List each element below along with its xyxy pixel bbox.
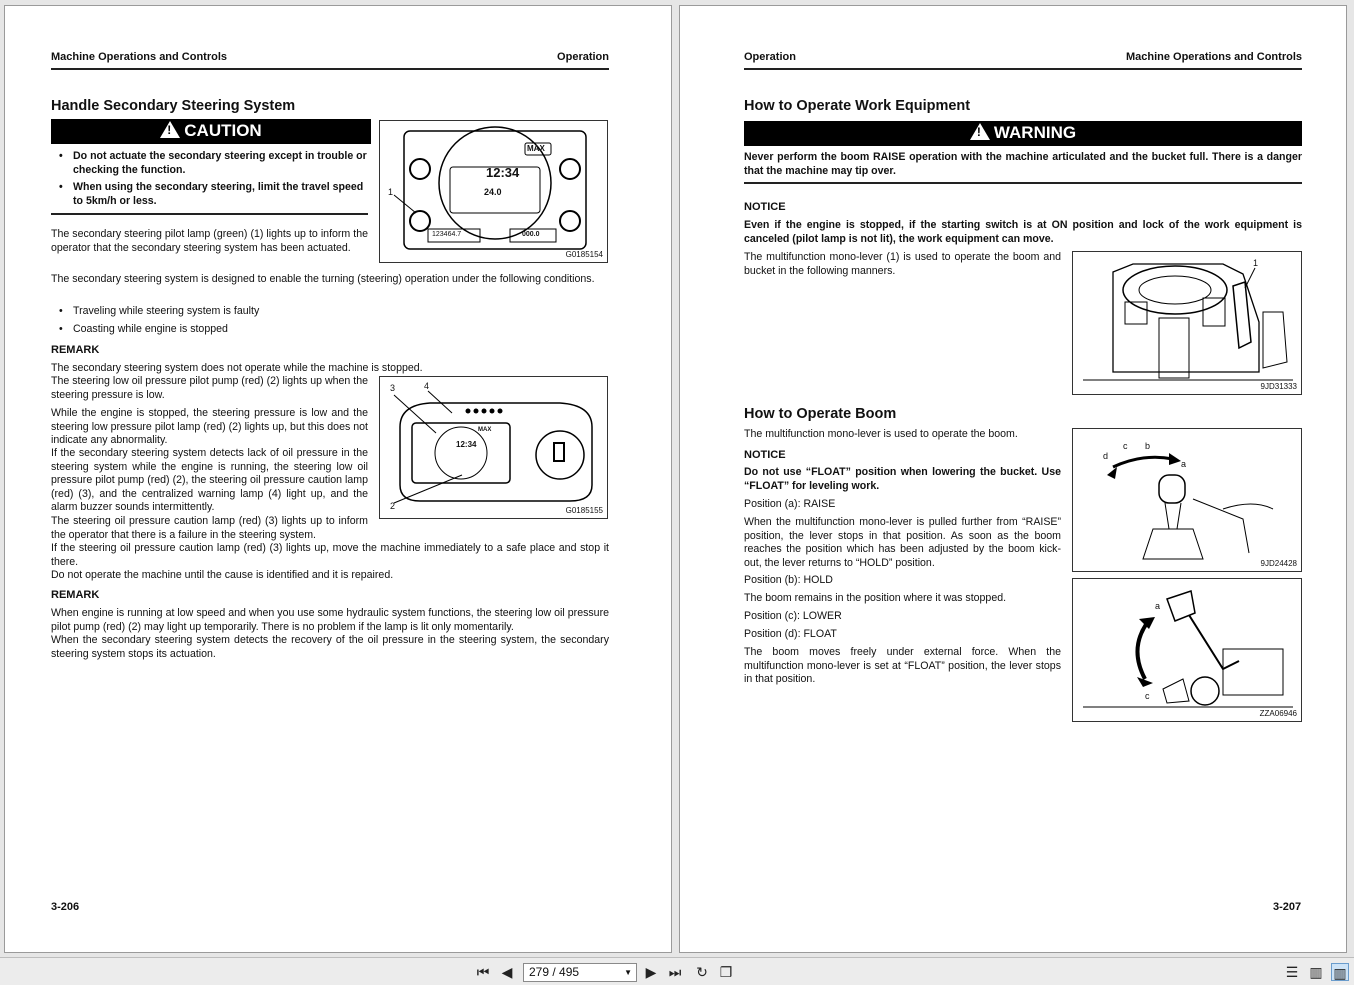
page-number: 3-207 (1273, 901, 1302, 913)
position-heading: Position (a): RAISE (744, 498, 836, 510)
warning-triangle-icon (970, 123, 990, 140)
notice-text: Do not use “FLOAT” position when lowering the bucket. Use “FLOAT” for leveling work. (744, 466, 1061, 492)
clock-readout: 12:34 (486, 165, 520, 180)
prev-page-icon[interactable]: ◀ (501, 964, 513, 980)
section-title: How to Operate Work Equipment (744, 98, 971, 114)
paragraph: If the secondary steering system detects lack of oil pressure in the steering system while the engine is running, the steering low oil pressure pilot pump (red) (2), the steering oil pressure caution lamp (red) (3), and the centralized warning lamp (4) light up, and the alarm buzzer sounds intermittently. (51, 447, 368, 514)
page-number-input[interactable] (523, 963, 637, 982)
figure-dashboard (379, 376, 608, 519)
label-b: b (1145, 441, 1151, 451)
header-left: Operation (744, 51, 796, 63)
caution-item: • Do not actuate the secondary steering except in trouble or checking the function. (73, 150, 368, 177)
figure-code: 9JD24428 (1260, 559, 1297, 568)
notice-label: NOTICE (744, 201, 786, 213)
callout-4: 4 (424, 381, 430, 391)
rotate-icon[interactable]: ↻ (696, 964, 708, 980)
caution-banner (51, 119, 371, 144)
label-d: d (1103, 451, 1109, 461)
fit-icon[interactable]: ❐ (719, 964, 733, 980)
paragraph: Do not operate the machine until the cause is identified and it is repaired. (51, 569, 394, 581)
page-number: 3-206 (51, 901, 80, 913)
figure-mono-lever (1072, 428, 1302, 572)
position-heading: Position (d): FLOAT (744, 628, 837, 640)
paragraph: The boom moves freely under external force. When the multifunction mono-lever is set at “FLOAT” position, the lever stops in that position. (744, 646, 1061, 686)
condition-item: • Traveling while steering system is faulty (73, 305, 373, 319)
page-left (4, 5, 672, 953)
paragraph: When the multifunction mono-lever is pulled further from “RAISE” position, the lever stops in that position. As soon as the boom reaches the position which has been adjusted by the boom kick-out, the lever returns to “HOLD” position. (744, 516, 1061, 569)
paragraph: When the secondary steering system detects the recovery of the oil pressure in the steering system, the secondary steering system stops its actuation. (51, 634, 609, 660)
position-heading: Position (c): LOWER (744, 610, 842, 622)
paragraph: While the engine is stopped, the steering pressure is low and the steering low pressure pilot lamp (red) (2) lights up, but this does not indicate any abnormality. (51, 407, 368, 447)
label-c: c (1145, 691, 1150, 701)
label-a: a (1155, 601, 1161, 611)
figure-code: G0185155 (565, 506, 603, 515)
paragraph: The multifunction mono-lever (1) is used to operate the boom and bucket in the following manners. (744, 251, 1061, 277)
paragraph: The multifunction mono-lever is used to operate the boom. (744, 428, 1018, 440)
last-page-icon[interactable]: ⏭ (668, 964, 682, 980)
caution-item: • When using the secondary steering, limit the travel speed to 5km/h or less. (73, 181, 368, 208)
first-page-icon[interactable]: ⏮ (476, 964, 490, 980)
caution-label: CAUTION (184, 121, 262, 140)
figure-code: 9JD31333 (1260, 382, 1297, 391)
paragraph: The secondary steering system is designed to enable the turning (steering) operation under the following conditions. (51, 273, 595, 285)
paragraph: When engine is running at low speed and when you use some hydraulic system functions, the steering low oil pressure pilot pump (red) (2) may light up temporarily. There is no problem if the lamp is lit only momentarily. (51, 607, 609, 633)
condition-item: • Coasting while engine is stopped (73, 323, 373, 337)
divider (51, 213, 368, 215)
header-right: Operation (557, 51, 609, 63)
notice-label: NOTICE (744, 449, 786, 461)
paragraph: If the steering oil pressure caution lamp (red) (3) lights up, move the machine immediately to a safe place and stop it there. (51, 542, 609, 568)
figure-code: ZZA06946 (1259, 709, 1297, 718)
odometer: 000.0 (522, 231, 540, 238)
label-c: c (1123, 441, 1128, 451)
label-a: a (1181, 459, 1187, 469)
figure-boom-movement (1072, 578, 1302, 722)
warning-banner (744, 121, 1302, 146)
two-page-icon[interactable]: ▥ (1309, 964, 1323, 980)
paragraph: The secondary steering pilot lamp (green) (1) lights up to inform the operator that the secondary steering system has been actuated. (51, 228, 368, 254)
header-right: Machine Operations and Controls (1125, 51, 1302, 63)
two-page-continuous-icon[interactable]: ▥ (1331, 963, 1349, 981)
header-left: Machine Operations and Controls (51, 51, 228, 63)
notice-text: Even if the engine is stopped, if the starting switch is at ON position and lock of the work equipment is canceled (pilot lamp is not lit), the work equipment can move. (744, 219, 1302, 245)
max-label: MAX (478, 427, 492, 433)
paragraph: The secondary steering system does not operate while the machine is stopped. (51, 362, 423, 374)
page-header (744, 46, 1302, 70)
clock-readout: 12:34 (456, 440, 477, 449)
remark-label: REMARK (51, 344, 100, 356)
chevron-down-icon[interactable]: ▼ (624, 968, 632, 977)
paragraph: The steering low oil pressure pilot pump (red) (2) lights up when the steering pressure is low. (51, 375, 368, 401)
figure-code: G0185154 (565, 250, 603, 259)
callout-2: 2 (390, 501, 396, 511)
remark-label: REMARK (51, 589, 100, 601)
max-label: MAX (527, 144, 545, 153)
paragraph: The boom remains in the position where it was stopped. (744, 592, 1007, 604)
subsection-title: How to Operate Boom (744, 406, 897, 422)
section-title: Handle Secondary Steering System (51, 98, 296, 114)
warning-label: WARNING (993, 123, 1077, 142)
warning-triangle-icon (160, 121, 180, 138)
next-page-icon[interactable]: ▶ (645, 964, 657, 980)
page-header (51, 46, 609, 70)
divider (744, 182, 1302, 184)
hour-meter: 123464.7 (432, 231, 462, 238)
warning-text: Never perform the boom RAISE operation with the machine articulated and the bucket full. There is a danger that the machine may tip over. (744, 151, 1302, 177)
callout-3: 3 (390, 383, 396, 393)
paragraph: The steering oil pressure caution lamp (red) (3) lights up to inform the operator that there is a failure in the steering system. (51, 515, 368, 541)
page-right (679, 5, 1347, 953)
single-page-icon[interactable]: ☰ (1285, 964, 1299, 980)
figure-operator-cab (1072, 251, 1302, 395)
figure-instrument-panel (379, 120, 608, 263)
position-heading: Position (b): HOLD (744, 574, 833, 586)
speed-readout: 24.0 (484, 187, 502, 197)
page-indicator: 279 / 495 (529, 965, 580, 979)
viewer-toolbar (0, 957, 1354, 985)
callout-1: 1 (388, 187, 394, 197)
callout-1: 1 (1253, 258, 1259, 268)
